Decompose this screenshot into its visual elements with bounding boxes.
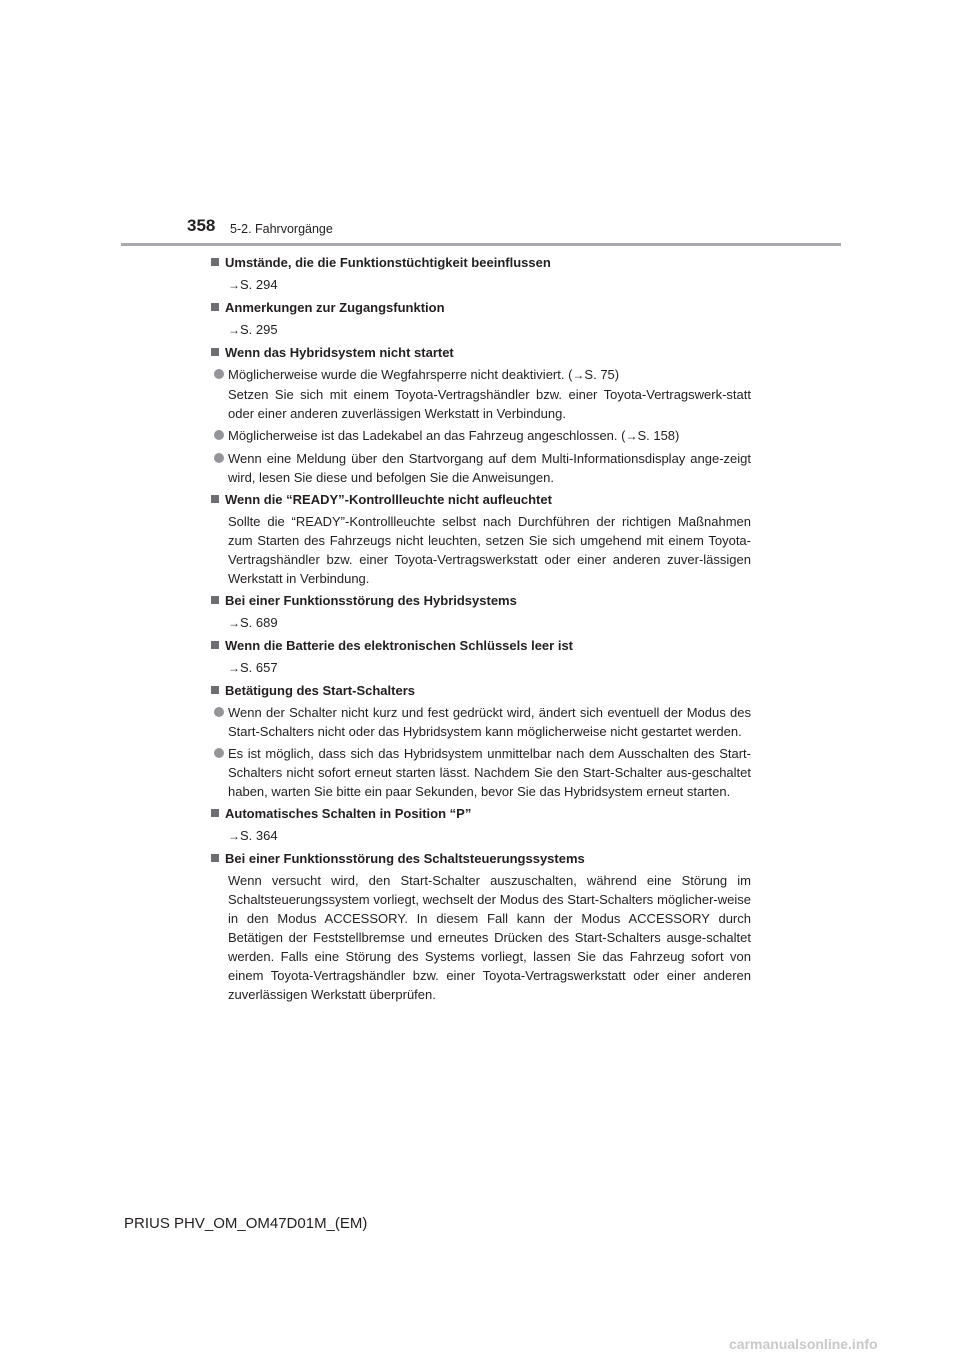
section-heading bbox=[211, 591, 751, 610]
square-bullet-icon bbox=[211, 854, 219, 862]
bullet-item bbox=[211, 703, 751, 741]
round-bullet-icon bbox=[214, 748, 224, 758]
heading-text: Betätigung des Start-Schalters bbox=[225, 683, 415, 698]
heading-text: Wenn die Batterie des elektronischen Schlüssels leer ist bbox=[225, 638, 574, 653]
page-reference bbox=[211, 613, 751, 633]
page-number: 358 bbox=[187, 216, 216, 235]
page-reference bbox=[211, 275, 751, 295]
reference-link[interactable]: S. 657 bbox=[240, 660, 278, 675]
square-bullet-icon bbox=[211, 809, 219, 817]
heading-text: Umstände, die die Funktionstüchtigkeit beeinflussen bbox=[225, 255, 551, 270]
arrow-right-icon: → bbox=[228, 616, 240, 630]
paragraph: Sollte die “READY”-Kontrollleuchte selbst nach Durchführen der richtigen Maßnahmen zum Starten des Fahrzeugs nicht leuchten, setzen Sie sich umgehend mit einem Toyota-Vertragshändler bzw. einer Toyota-Vertragswerkstatt oder einer anderen zuver-lässigen Werkstatt in Verbindung. bbox=[228, 514, 751, 586]
section-title: 5-2. Fahrvorgänge bbox=[230, 222, 333, 236]
arrow-right-icon: → bbox=[572, 368, 585, 382]
header-rule bbox=[121, 243, 841, 246]
bullet-text: Möglicherweise ist das Ladekabel an das Fahrzeug angeschlossen. ( bbox=[228, 428, 626, 443]
bullet-text: Wenn eine Meldung über den Startvorgang auf dem Multi-Informationsdisplay ange-zeigt wird, lesen Sie diese und befolgen Sie die Anweisungen. bbox=[228, 451, 751, 485]
square-bullet-icon bbox=[211, 303, 219, 311]
section-heading bbox=[211, 636, 751, 655]
arrow-right-icon: → bbox=[228, 661, 240, 675]
bullet-item bbox=[211, 365, 751, 423]
reference-link[interactable]: S. 364 bbox=[240, 828, 278, 843]
heading-text: Wenn die “READY”-Kontrollleuchte nicht aufleuchtet bbox=[225, 492, 552, 507]
bullet-text: Wenn der Schalter nicht kurz und fest gedrückt wird, ändert sich eventuell der Modus des Start-Schalters nicht oder das Hybridsystem kann möglicherweise nicht gestartet werden. bbox=[228, 705, 751, 739]
page-content bbox=[211, 253, 751, 1007]
paragraph: Wenn versucht wird, den Start-Schalter auszuschalten, während eine Störung im Schaltsteuerungssystem vorliegt, wechselt der Modus des Start-Schalters möglicher-weise in den Modus ACCESSORY. In diesem Fall kann der Modus ACCESSORY durch Betätigen der Feststellbremse und erneutes Drücken des Start-Schalters ausge-schaltet werden. Falls eine Störung des Systems vorliegt, lassen Sie das Fahrzeug sofort von einem Toyota-Vertragshändler bzw. einer Toyota-Vertragswerkstatt oder einer anderen zuverlässigen Werkstatt überprüfen. bbox=[228, 873, 751, 1002]
heading-text: Bei einer Funktionsstörung des Hybridsystems bbox=[225, 593, 517, 608]
reference-link[interactable]: S. 689 bbox=[240, 615, 278, 630]
section-heading bbox=[211, 298, 751, 317]
bullet-text-end: ) bbox=[675, 428, 680, 443]
heading-text: Wenn das Hybridsystem nicht startet bbox=[225, 345, 454, 360]
section-heading bbox=[211, 804, 751, 823]
section-heading bbox=[211, 849, 751, 868]
heading-text: Anmerkungen zur Zugangsfunktion bbox=[225, 300, 445, 315]
bullet-item bbox=[211, 449, 751, 487]
section-heading bbox=[211, 253, 751, 272]
bullet-text: Es ist möglich, dass sich das Hybridsystem unmittelbar nach dem Ausschalten des Start-Schalters nicht sofort erneut starten lässt. Nachdem Sie den Start-Schalter aus-geschaltet haben, warten Sie bitte ein paar Sekunden, bevor Sie das Hybridsystem erneut starten. bbox=[228, 746, 751, 799]
arrow-right-icon: → bbox=[228, 323, 240, 337]
bullet-item bbox=[211, 426, 751, 446]
reference-link[interactable]: S. 158 bbox=[637, 428, 676, 443]
square-bullet-icon bbox=[211, 258, 219, 266]
reference-link[interactable]: S. 294 bbox=[240, 277, 278, 292]
section-heading bbox=[211, 490, 751, 509]
square-bullet-icon bbox=[211, 686, 219, 694]
section-heading bbox=[211, 343, 751, 362]
arrow-right-icon: → bbox=[625, 429, 638, 443]
section-heading bbox=[211, 681, 751, 700]
heading-text: Bei einer Funktionsstörung des Schaltsteuerungssystems bbox=[225, 851, 585, 866]
round-bullet-icon bbox=[214, 707, 224, 717]
bullet-item bbox=[211, 744, 751, 801]
round-bullet-icon bbox=[214, 453, 224, 463]
page-reference bbox=[211, 658, 751, 678]
reference-link[interactable]: S. 295 bbox=[240, 322, 278, 337]
square-bullet-icon bbox=[211, 348, 219, 356]
reference-link[interactable]: S. 75 bbox=[584, 367, 615, 382]
round-bullet-icon bbox=[214, 369, 224, 379]
arrow-right-icon: → bbox=[228, 278, 240, 292]
round-bullet-icon bbox=[214, 430, 224, 440]
heading-text: Automatisches Schalten in Position “P” bbox=[225, 806, 472, 821]
square-bullet-icon bbox=[211, 596, 219, 604]
bullet-text: Möglicherweise wurde die Wegfahrsperre nicht deaktiviert. ( bbox=[228, 367, 573, 382]
document-id: PRIUS PHV_OM_OM47D01M_(EM) bbox=[124, 1215, 368, 1232]
arrow-right-icon: → bbox=[228, 829, 240, 843]
square-bullet-icon bbox=[211, 495, 219, 503]
page-reference bbox=[211, 320, 751, 340]
watermark: carmanualsonline.info bbox=[729, 1336, 878, 1352]
page-reference bbox=[211, 826, 751, 846]
bullet-text-end: ) bbox=[614, 367, 620, 382]
bullet-continuation: Setzen Sie sich mit einem Toyota-Vertragshändler bzw. einer Toyota-Vertragswerk-statt oder einer anderen zuverlässigen Werkstatt in Verbindung. bbox=[228, 387, 751, 421]
square-bullet-icon bbox=[211, 641, 219, 649]
